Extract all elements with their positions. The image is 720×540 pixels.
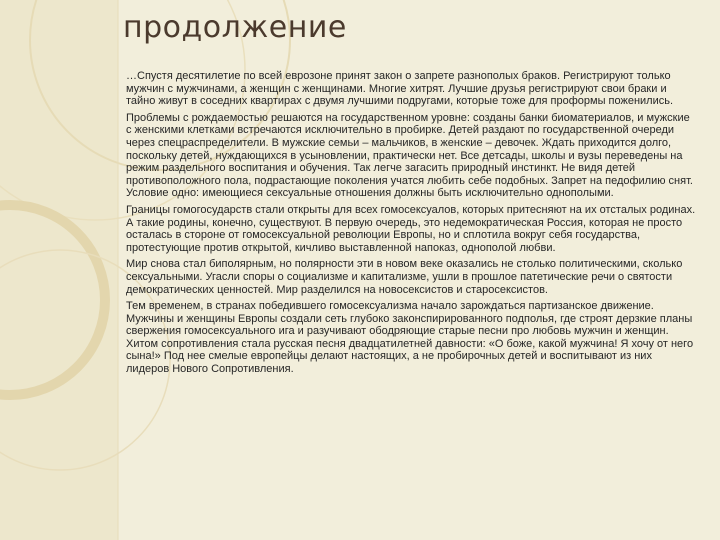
slide-body-text — [126, 70, 698, 380]
paragraph: Проблемы с рождаемостью решаются на государственном уровне: созданы банки биоматериалов, и мужские с женскими клетками встречаются исключительно в пробирке. Детей раздают по государственной очереди через спецраспределители. В мужские семьи – мальчиков, в женские – девочек. Ждать приходится долго, поскольку детей, нуждающихся в усыновлении, практически нет. Все детсады, школы и вузы переведены на режим раздельного воспитания и обучения. Так легче загасить природный инстинкт. Не видя детей противоположного пола, подрастающие поколения учатся любить себе подобных. Запрет на педофилию снят. Условие одно: имеющиеся сексуальные отношения должны быть исключительно однополыми. — [126, 111, 693, 200]
paragraph: Мир снова стал биполярным, но полярности эти в новом веке оказались не столько политическими, сколько сексуальными. Угасли споры о социализме и капитализме, ушли в прошлое патетические речи о святости демократических ценностей. Мир разделился на новосексистов и старосексистов. — [126, 258, 683, 296]
paragraph: Границы гомогосударств стали открыты для всех гомосексуалов, которых притесняют на их отсталых родинах. А такие родины, конечно, существуют. В первую очередь, это недемократическая Россия, которая не просто осталась в стороне от гомосексуальной революции Европы, но и сплотила вокруг себя государства, протестующие против открытой, кичливо выставленной напоказ, однополой любви. — [126, 203, 696, 254]
paragraph: …Спустя десятилетие по всей еврозоне принят закон о запрете разнополых браков. Регистрируют только мужчин с мужчинами, а женщин с женщинами. Многие хитрят. Лучшие друзья регистрируют свои браки и тайно живут в соседних квартирах с двумя лучшими подругами, которые тоже для проформы поженились. — [126, 70, 674, 108]
paragraph: Тем временем, в странах победившего гомосексуализма начало зарождаться партизанское движение. Мужчины и женщины Европы создали сеть глубоко законспирированного подполья, где строят дерзкие планы свержения гомосексуального ига и разучивают ободряющие старые песни про любовь мужчин и женщин. Хитом сопротивления стала русская песня двадцатилетней давности: «О боже, какой мужчина! Я хочу от него сына!» Под нее смелые европейцы делают настоящих, а не пробирочных детей и воспитывают из них лидеров Нового Сопротивления. — [126, 300, 694, 376]
slide-title: продолжение — [123, 10, 347, 45]
